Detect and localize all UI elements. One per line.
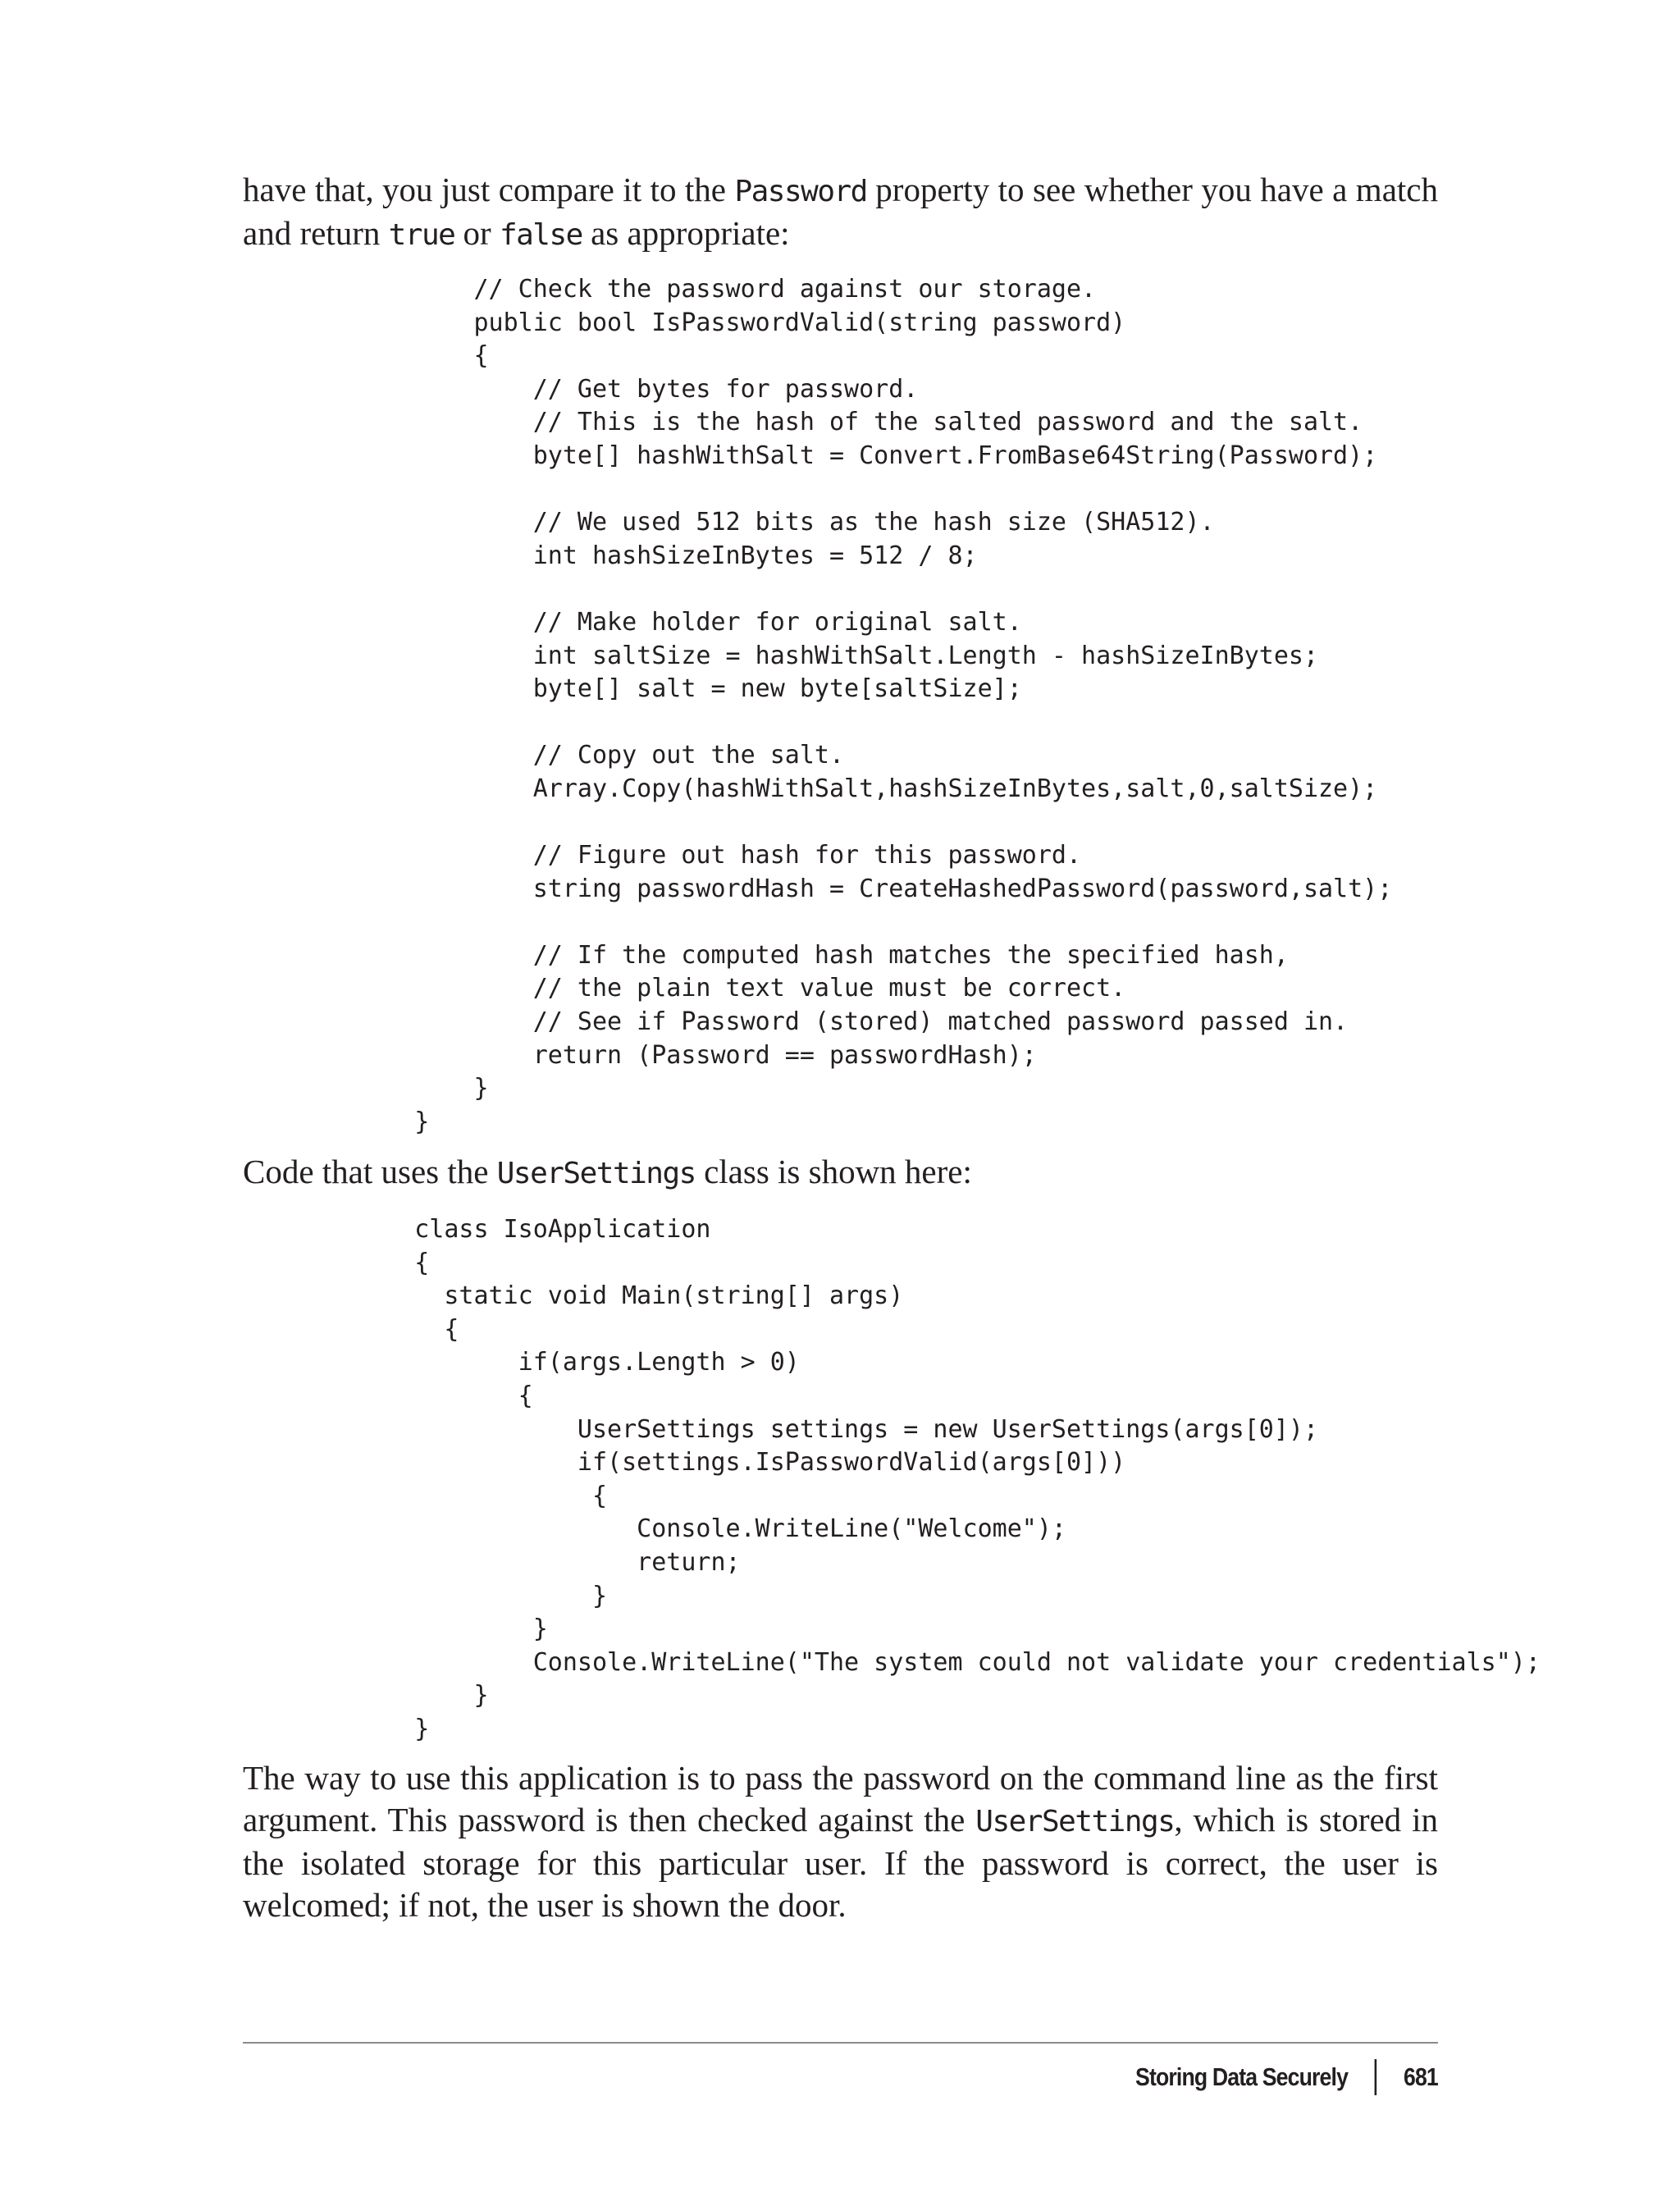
intro-text-4: as appropriate: xyxy=(582,214,790,252)
code-line: int saltSize = hashWithSalt.Length - hashSizeInBytes; xyxy=(355,641,1318,670)
inline-code-usersettings: UserSettings xyxy=(975,1805,1175,1838)
code-line: { xyxy=(355,1381,533,1410)
code-line: // Copy out the salt. xyxy=(355,741,845,770)
inline-code-password: Password xyxy=(734,175,867,208)
code-line: return (Password == passwordHash); xyxy=(355,1040,1037,1070)
code-line: // If the computed hash matches the specified hash, xyxy=(355,940,1289,970)
code-line: { xyxy=(355,341,489,371)
code-line: } xyxy=(355,1714,430,1743)
footer-divider xyxy=(243,2042,1438,2044)
code-line: string passwordHash = CreateHashedPassword(password,salt); xyxy=(355,874,1393,903)
code-line: byte[] hashWithSalt = Convert.FromBase64String(Password); xyxy=(355,441,1378,470)
code-line: // the plain text value must be correct. xyxy=(355,974,1126,1003)
code-line xyxy=(355,806,1392,840)
code-line xyxy=(355,906,1392,939)
code-line: if(settings.IsPasswordValid(args[0])) xyxy=(355,1448,1126,1478)
code-line: class IsoApplication xyxy=(355,1215,711,1244)
closing-text-2: , which is stored in the isolated storage for this particular user. If the password is correct, the user is welcomed; if not, the user is shown the door. xyxy=(243,1801,1438,1924)
running-footer-title: Storing Data Securely xyxy=(1135,2062,1349,2091)
code-line: } xyxy=(355,1615,548,1644)
page-footer xyxy=(1135,2059,1438,2095)
code-line xyxy=(355,473,1392,507)
code-line: } xyxy=(355,1681,489,1710)
code-line: { xyxy=(355,1481,608,1510)
code-line: Array.Copy(hashWithSalt,hashSizeInBytes,salt,0,saltSize); xyxy=(355,774,1378,803)
code-line: { xyxy=(355,1314,459,1344)
intro-text-1: have that, you just compare it to the xyxy=(243,171,735,208)
closing-text-1: The way to use this application is to pass the password on the command line as the first argument. This password is then checked against the xyxy=(243,1759,1438,1838)
code-line: Console.WriteLine("Welcome"); xyxy=(355,1514,1066,1544)
code-line: byte[] salt = new byte[saltSize]; xyxy=(355,674,1022,704)
code-line: } xyxy=(355,1107,430,1136)
code-line: // Check the password against our storage. xyxy=(355,275,1097,304)
code-line: return; xyxy=(355,1547,741,1577)
intro-paragraph xyxy=(243,169,1438,256)
code-line: // This is the hash of the salted password and the salt. xyxy=(355,408,1363,437)
code-line xyxy=(355,706,1392,740)
footer-separator xyxy=(1375,2059,1377,2095)
code-line: public bool IsPasswordValid(string password) xyxy=(355,308,1126,337)
code-line: if(args.Length > 0) xyxy=(355,1348,800,1377)
code-line: { xyxy=(355,1248,430,1277)
code-line: UserSettings settings = new UserSettings(args[0]); xyxy=(355,1414,1318,1444)
code-block-iso-application xyxy=(355,1213,1541,1747)
middle-text-2: class is shown here: xyxy=(695,1153,972,1190)
code-line: // Figure out hash for this password. xyxy=(355,841,1082,870)
code-block-is-password-valid xyxy=(355,273,1392,1139)
closing-paragraph xyxy=(243,1757,1438,1926)
code-line: } xyxy=(355,1074,489,1103)
code-line: // Get bytes for password. xyxy=(355,374,919,404)
inline-code-true: true xyxy=(388,218,455,252)
page-number: 681 xyxy=(1404,2062,1438,2091)
middle-paragraph xyxy=(243,1151,1438,1194)
code-line: } xyxy=(355,1581,608,1610)
inline-code-false: false xyxy=(499,218,582,252)
code-line: // We used 512 bits as the hash size (SHA512). xyxy=(355,508,1215,537)
code-line: Console.WriteLine("The system could not validate your credentials"); xyxy=(355,1647,1541,1677)
code-line: // See if Password (stored) matched password passed in. xyxy=(355,1007,1349,1037)
inline-code-usersettings: UserSettings xyxy=(496,1157,696,1190)
code-line: static void Main(string[] args) xyxy=(355,1281,904,1311)
code-line xyxy=(355,573,1392,606)
intro-text-2: property to see whether you have a match and return xyxy=(243,171,1438,252)
code-line: // Make holder for original salt. xyxy=(355,607,1022,637)
intro-text-3: or xyxy=(454,214,500,252)
code-line: int hashSizeInBytes = 512 / 8; xyxy=(355,541,978,570)
middle-text-1: Code that uses the xyxy=(243,1153,497,1190)
